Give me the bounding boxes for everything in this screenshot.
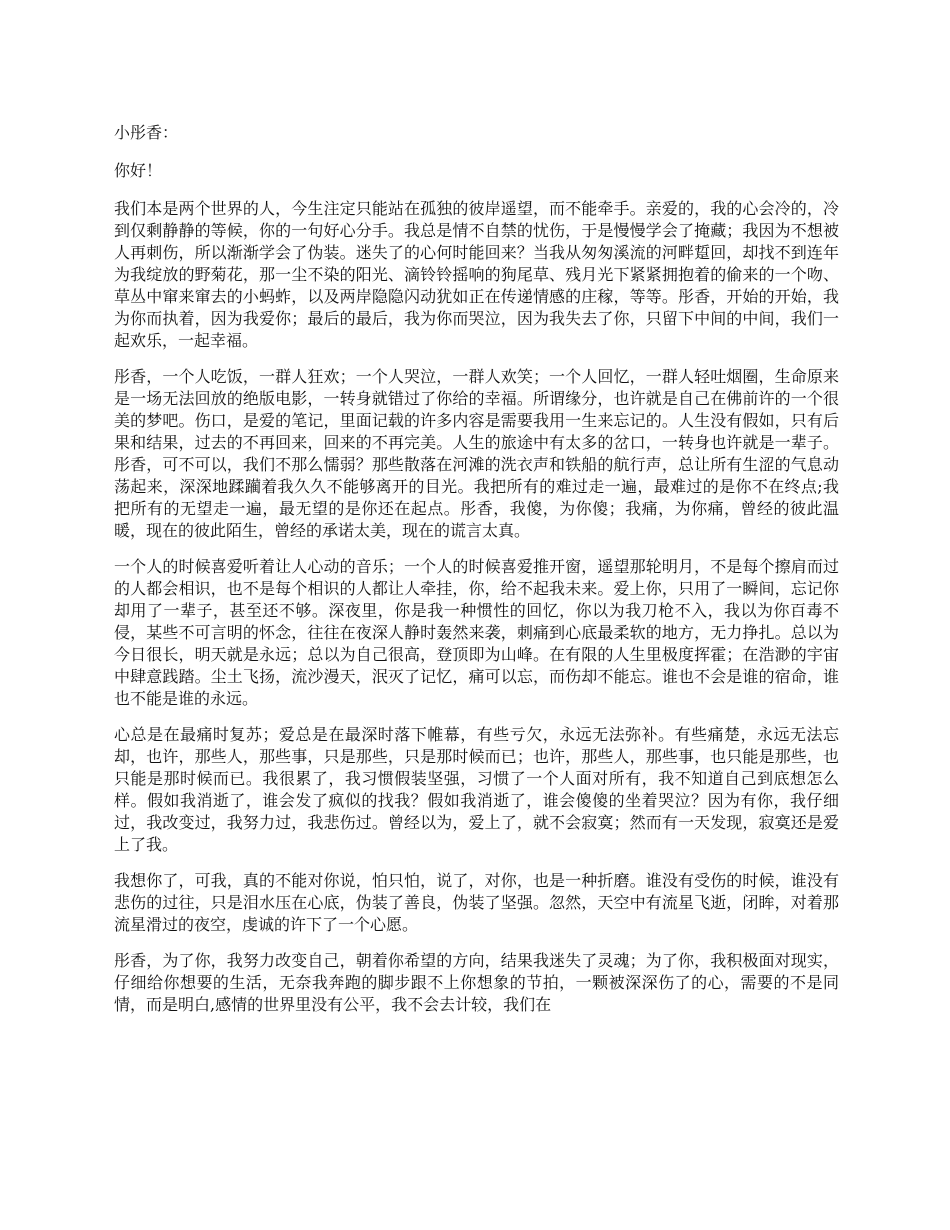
letter-paragraph: 彤香，为了你，我努力改变自己，朝着你希望的方向，结果我迷失了灵魂；为了你，我积极面对现实，仔细给你想要的生活，无奈我奔跑的脚步跟不上你想象的节拍，一颗被深深伤了的心，需要的不是同情，而是明白,感情的世界里没有公平，我不会去计较，我们在	[114, 951, 839, 1014]
letter-paragraph: 一个人的时候喜爱听着让人心动的音乐；一个人的时候喜爱推开窗，遥望那轮明月，不是每个擦肩而过的人都会相识，也不是每个相识的人都让人牵挂，你，给不起我未来。爱上你，只用了一瞬间，忘记你却用了一辈子，甚至还不够。深夜里，你是我一种惯性的回忆，你以为我刀枪不入，我以为你百毒不侵，某些不可言明的怀念，往往在夜深人静时轰然来袭，刺痛到心底最柔软的地方，无力挣扎。总以为今日很长，明天就是永远；总以为自己很高，登顶即为山峰。在有限的人生里极度挥霍；在浩渺的宇宙中肆意践踏。尘土飞扬，流沙漫天，泯灭了记忆，痛可以忘，而伤却不能忘。谁也不会是谁的宿命，谁也不能是谁的永远。	[114, 557, 839, 708]
letter-paragraph: 我们本是两个世界的人，今生注定只能站在孤独的彼岸遥望，而不能牵手。亲爱的，我的心会冷的，冷到仅剩静静的等候，你的一句好心分手。我总是情不自禁的忧伤，于是慢慢学会了掩藏；我因为不想被人再刺伤，所以渐渐学会了伪装。迷失了的心何时能回来？当我从匆匆溪流的河畔踅回，却找不到连年为我绽放的野菊花，那一尘不染的阳光、滴铃铃摇响的狗尾草、残月光下紧紧拥抱着的偷来的一个吻、草丛中窜来窜去的小蚂蚱，以及两岸隐隐闪动犹如正在传递情感的庄稼，等等。彤香，开始的开始，我为你而执着，因为我爱你；最后的最后，我为你而哭泣，因为我失去了你，只留下中间的中间，我们一起欢乐，一起幸福。	[114, 199, 839, 350]
letter-salutation: 小彤香：	[114, 123, 179, 142]
letter-paragraph: 心总是在最痛时复苏；爱总是在最深时落下帷幕，有些亏欠，永远无法弥补。有些痛楚，永远无法忘却，也许，那些人，那些事，只是那些，只是那时候而已；也许，那些人，那些事，也只能是那些，也只能是那时候而已。我很累了，我习惯假装坚强，习惯了一个人面对所有，我不知道自己到底想怎么样。假如我消逝了，谁会发了疯似的找我？假如我消逝了，谁会傻傻的坐着哭泣？因为有你，我仔细过，我改变过，我努力过，我悲伤过。曾经以为，爱上了，就不会寂寞；然而有一天发现，寂寞还是爱上了我。	[114, 725, 839, 854]
letter-body	[114, 122, 839, 1030]
letter-paragraph: 我想你了，可我，真的不能对你说，怕只怕，说了，对你，也是一种折磨。谁没有受伤的时候，谁没有悲伤的过往，只是泪水压在心底，伪装了善良，伪装了坚强。忽然，天空中有流星飞逝，闭眸，对着那流星滑过的夜空，虔诚的许下了一个心愿。	[114, 871, 839, 934]
letter-greeting: 你好！	[114, 161, 163, 180]
letter-paragraph: 彤香，一个人吃饭，一群人狂欢；一个人哭泣，一群人欢笑；一个人回忆，一群人轻吐烟圈，生命原来是一场无法回放的绝版电影，一转身就错过了你给的幸福。所谓缘分，也许就是自己在佛前许的一个很美的梦吧。伤口，是爱的笔记，里面记载的许多内容是需要我用一生来忘记的。人生没有假如，只有后果和结果，过去的不再回来，回来的不再完美。人生的旅途中有太多的岔口，一转身也许就是一辈子。彤香，可不可以，我们不那么懦弱？那些散落在河滩的洗衣声和铁船的航行声，总让所有生涩的气息动荡起来，深深地蹂躏着我久久不能够离开的目光。我把所有的难过走一遍，最难过的是你不在终点;我把所有的无望走一遍，最无望的是你还在起点。彤香，我傻，为你傻；我痛，为你痛，曾经的彼此温暖，现在的彼此陌生，曾经的承诺太美，现在的谎言太真。	[114, 367, 839, 540]
